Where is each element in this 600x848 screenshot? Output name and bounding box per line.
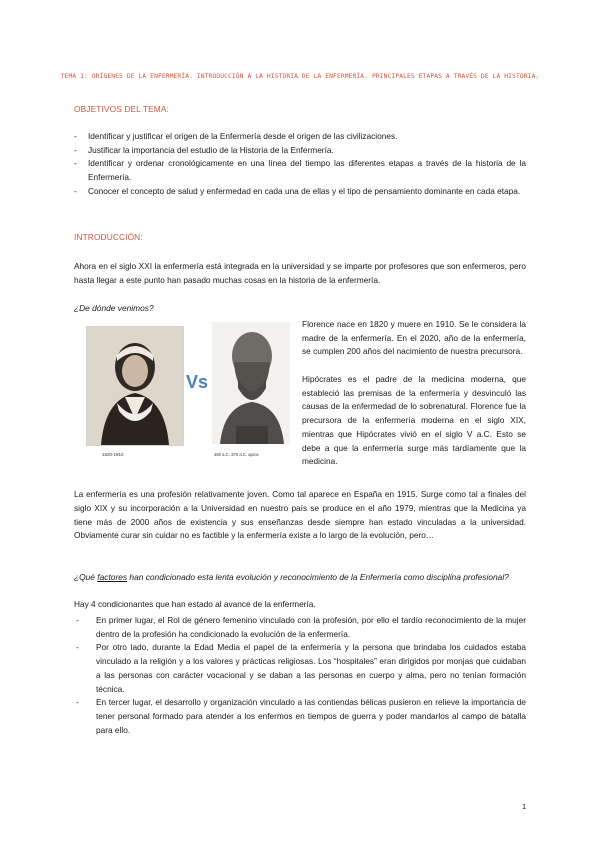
page-number: 1 bbox=[522, 802, 527, 811]
factores-question: ¿Qué factores han condicionado esta lenta evolución y reconocimiento de la Enfermería como disciplina profesional? bbox=[74, 572, 509, 582]
woman-portrait-icon bbox=[87, 327, 183, 445]
objetivos-heading: OBJETIVOS DEL TEMA: bbox=[74, 104, 169, 114]
factores-list bbox=[86, 614, 526, 737]
document-title: TEMA 1: ORÍGENES DE LA ENFERMERÍA. INTRODUCCIÓN A LA HISTORIA DE LA ENFERMERÍA. PRINCIPALES ETAPAS A TRAVÉS DE LA HISTORIA. bbox=[60, 73, 540, 80]
objetivos-list bbox=[74, 130, 526, 199]
origin-question: ¿De dónde venimos? bbox=[74, 303, 154, 313]
factores-intro: Hay 4 condicionantes que han estado al avance de la enfermería. bbox=[74, 599, 316, 609]
hippocrates-bust bbox=[212, 322, 290, 444]
list-item: - En tercer lugar, el desarrollo y organización vinculado a las contiendas bélicas pusieron en relieve la importancia de tener personal formado para atender a los enfermos en tiempos de guerra y poder mandarlos al campo de batalla para ello. bbox=[86, 696, 526, 737]
hippocrates-caption: 460 a.C.-370 a.C. aprox bbox=[214, 452, 259, 457]
comparison-image bbox=[84, 322, 294, 472]
list-item: - Justificar la importancia del estudio de la Historia de la Enfermería. bbox=[74, 144, 526, 158]
florence-portrait bbox=[86, 326, 184, 446]
factores-underlined: factores bbox=[97, 572, 128, 582]
intro-paragraph: Ahora en el siglo XXI la enfermería está integrada en la universidad y se imparte por profesores que son enfermeros, pero hasta llegar a este punto han pasado muchas cosas en la historia de la enfermería. bbox=[74, 261, 526, 285]
list-item: - Identificar y ordenar cronológicamente en una línea del tiempo las diferentes etapas a través de la historia de la Enfermería. bbox=[74, 157, 526, 184]
list-item: - Identificar y justificar el origen de la Enfermería desde el origen de las civilizaciones. bbox=[74, 130, 526, 144]
bust-sculpture-icon bbox=[212, 322, 290, 444]
list-item: - Por otro lado, durante la Edad Media el papel de la enfermería y la persona que brindaba los cuidados estaba vinculado a la religión y a los valores y prácticas religiosas. Los “hospitales” eran dirigidos por monjas que cuidaban a las personas con carácter vocacional y se daban a las personas en cuerpo y alma, pero no tenían formación técnica. bbox=[86, 641, 526, 696]
hippocrates-text: Hipócrates es el padre de la medicina moderna, que estableció las premisas de la enfermería y desvinculó las causas de la enfermedad de lo sobrenatural. Florence fue la precursora de la enfermería moderna en el siglo XIX, mientras que Hipócrates vivió en el siglo V a.C. Esto se debe a que la enfermería surge más tardíamente que la medicina. bbox=[302, 374, 526, 467]
profession-paragraph: La enfermería es una profesión relativamente joven. Como tal aparece en España en 1915. Surge como tal a finales del siglo XIX y su incorporación a la Universidad en nuestro país se produce en el año 1979, mientras que la Medicina ya tiene más de 2000 años de existencia y sus enseñanzas desde siempre han estado vinculadas a la universidad. Obviamente curar sin cuidar no es factible y la enfermería existe a lo largo de la evolución, pero… bbox=[74, 489, 526, 541]
list-item: - Conocer el concepto de salud y enfermedad en cada una de ellas y el tipo de pensamiento dominante en cada etapa. bbox=[74, 185, 526, 199]
florence-text: Florence nace en 1820 y muere en 1910. Se le considera la madre de la enfermería. En el 2020, año de la enfermería, se cumplen 200 años del nacimiento de nuestra precursora. bbox=[302, 319, 526, 357]
versus-label: Vs bbox=[185, 372, 209, 392]
list-item: - En primer lugar, el Rol de género femenino vinculado con la profesión, por ello el tardío reconocimiento de la mujer dentro de la profesión ha condicionado la evolución de la enfermería. bbox=[86, 614, 526, 641]
introduccion-heading: INTRODUCCIÓN: bbox=[74, 232, 143, 242]
florence-caption: 1820-1910 bbox=[102, 452, 124, 457]
